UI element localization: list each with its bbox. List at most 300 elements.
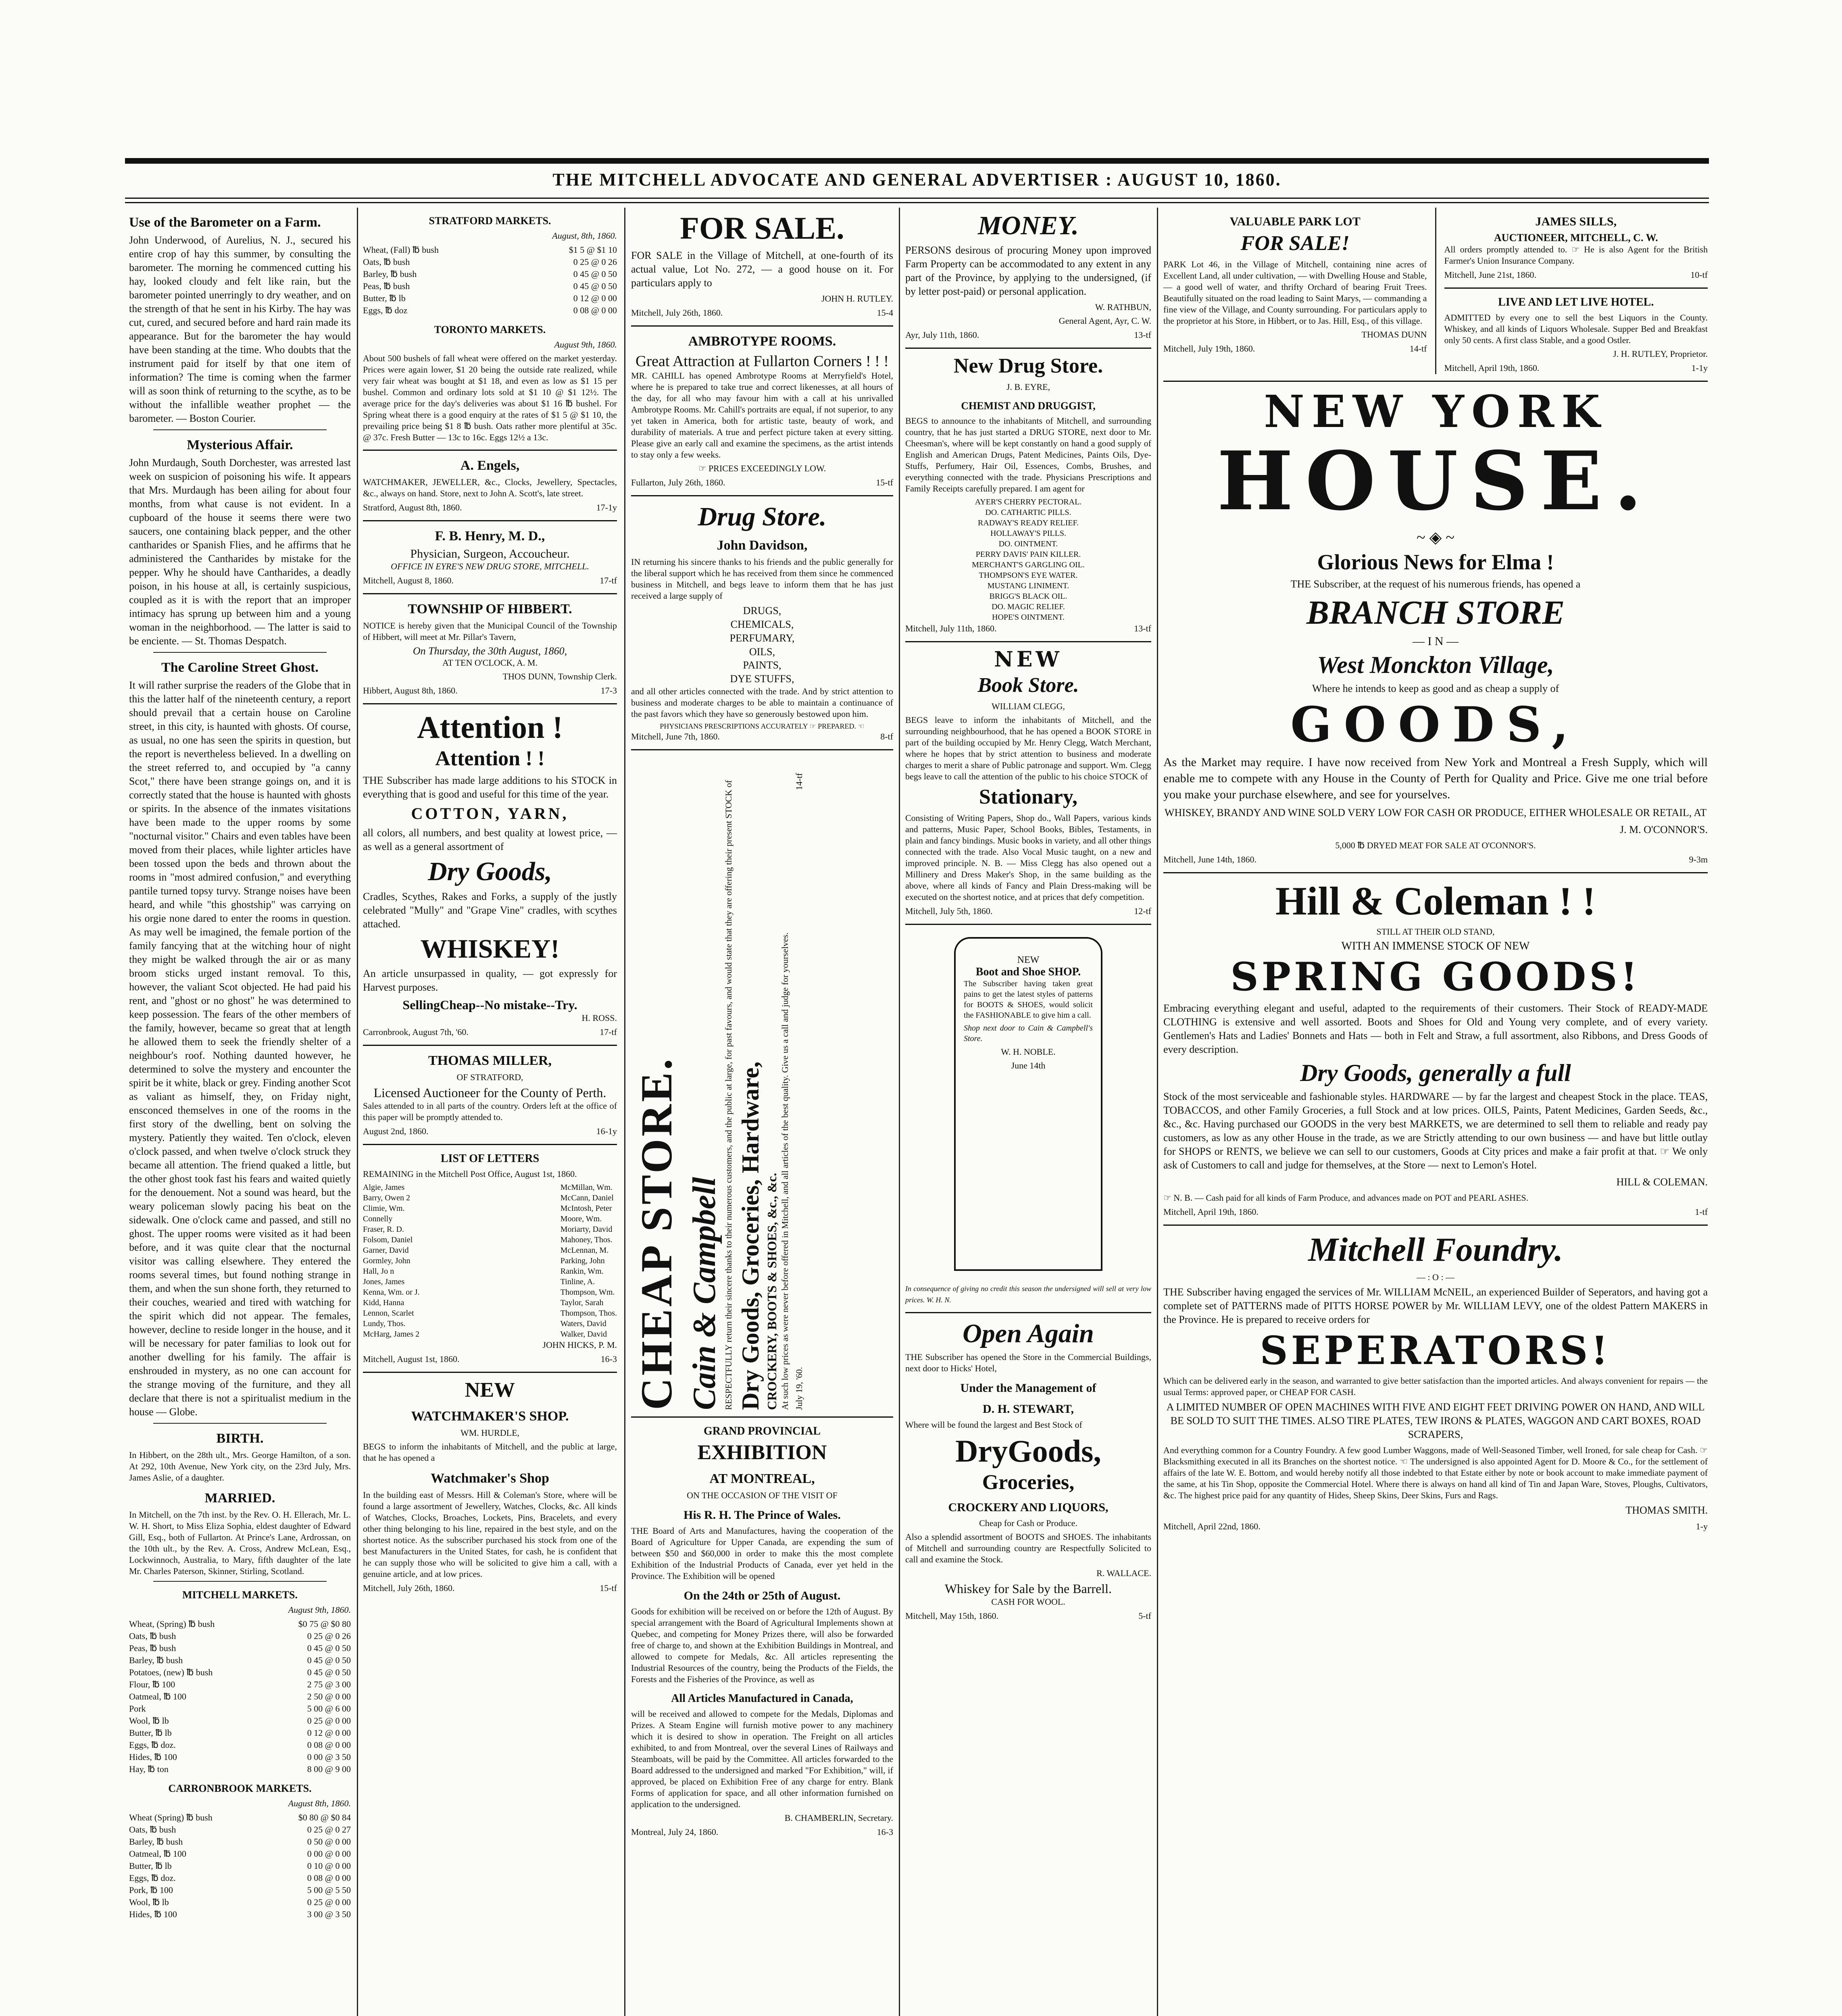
market-item: Eggs, ℔ doz. — [129, 1873, 176, 1883]
ad-body: THE Subscriber, at the request of his numerous friends, has opened a — [1290, 578, 1581, 590]
divider — [905, 1312, 1151, 1313]
market-price: 8 00 @ 9 00 — [307, 1764, 351, 1774]
ad-body: and all other articles connected with the trade. And by strict attention to business and moderate charges to be able to maintain a continuance of the past favors which they have so generously bestowed upon him. — [631, 686, 893, 719]
letter-recipient: Folsom, Daniel — [363, 1235, 413, 1245]
letter-recipient: Waters, David — [560, 1319, 606, 1329]
market-row — [363, 244, 617, 256]
ad-body: Consisting of Writing Papers, Shop do., Wall Papers, various kinds and patterns, Music Paper, School Books, Bibles, Testaments, in plain and fancy bindings. Music books in variety, and all other things connected with the trade. Also Vocal Music taught, on a new and improved principle. N. B. — Miss Clegg has also opened out a Millinery and Dress Maker's Shop, in the same building as the above, where all kinds of Fancy and Plain Dress-making will be executed on the shortest notice, and at prices that defy competition. — [905, 812, 1151, 902]
ad-item: Dry Goods, generally a full — [1300, 1060, 1571, 1087]
market-row — [129, 1884, 351, 1896]
market-price: $1 5 @ $1 10 — [569, 245, 617, 255]
ad-slogan: SellingCheap--No mistake--Try. — [402, 998, 577, 1012]
ad-headline: SEPERATORS! — [1260, 1328, 1611, 1374]
letter-recipient: McMillan, Wm. — [560, 1183, 613, 1192]
ad-body: RESPECTFULLY return their sincere thanks to their numerous customers, and the public at large, for past favours, and would state that they are offering their present STOCK of — [723, 780, 733, 1410]
ad-title: AT MONTREAL, — [709, 1471, 815, 1486]
market-price: 2 50 @ 0 00 — [307, 1691, 351, 1702]
ad-name: THOMAS MILLER, — [428, 1053, 552, 1068]
ad-title: On the 24th or 25th of August. — [683, 1589, 841, 1602]
ad-note: ☞ PRICES EXCEEDINGLY LOW. — [698, 463, 826, 473]
ad-footer — [363, 1582, 617, 1594]
ad-headline: NEW — [1017, 954, 1040, 965]
ad-date: Mitchell, July 11th, 1860. — [905, 623, 997, 633]
ad-name: A. Engels, — [460, 458, 520, 473]
ad-date: Mitchell, July 19th, 1860. — [1163, 343, 1255, 354]
ad-headline: Book Store. — [977, 674, 1079, 697]
ad-body: FOR SALE in the Village of Mitchell, at one-fourth of its actual value, Lot No. 272, — a good house on it. For particulars apply to — [631, 249, 893, 289]
notice-body: NOTICE is hereby given that the Municipal Council of the Township of Hibbert, will meet at Mr. Pillar's Tavern, — [363, 621, 617, 642]
ad-body: all colors, all numbers, and best quality at lowest price, — as well as a general assortment of — [363, 827, 617, 853]
market-row — [129, 1751, 351, 1763]
market-item: Oatmeal, ℔ 100 — [129, 1691, 187, 1702]
ad-date: July 19, '60. — [794, 1367, 804, 1410]
market-date: August 8th, 1860. — [288, 1798, 351, 1808]
ad-sign: H. ROSS. — [581, 1013, 617, 1023]
ad-headline: FOR SALE! — [1240, 232, 1350, 255]
divider — [153, 1423, 327, 1424]
ad-title: Licensed Auctioneer for the County of Perth. — [373, 1085, 606, 1100]
column-1 — [125, 208, 355, 2016]
article-body: John Murdaugh, South Dorchester, was arrested last week on suspicion of poisoning his wife. It appears that Mrs. Murdaugh has been ailing for about four months, from what cause is not evident. In a cupboard of the house it seems there were two saucers, one containing black pepper, and the other cantharides or Spanish Flies, and he affirms that he administered the Cantharides by mistake for the pepper. Why he should have Cantharides, a deadly poison, in his house at all, is certainly suspicious, coupled as it is with the report that an improper intimacy has sprung up between him and a young woman in the neighborhood. — The latter is said to be enciente. — St. Thomas Despatch. — [129, 457, 351, 647]
ad-code: 8-tf — [880, 731, 893, 741]
masthead-top-rule — [125, 158, 1709, 164]
list-item: MERCHANT'S GARGLING OIL. — [972, 560, 1085, 569]
ad-title: VALUABLE PARK LOT — [1229, 215, 1361, 228]
divider — [1163, 381, 1708, 382]
market-row — [129, 1860, 351, 1872]
market-row — [129, 1666, 351, 1679]
ad-date: Mitchell, July 26th, 1860. — [631, 307, 723, 318]
market-row — [129, 1642, 351, 1654]
notice-sign: THOS DUNN, Township Clerk. — [502, 671, 617, 681]
ad-code: 12-tf — [1134, 906, 1151, 916]
ad-code: 15-tf — [876, 477, 893, 487]
ad-headline: Attention ! — [417, 710, 563, 745]
ad-code: 17-1y — [596, 502, 617, 512]
ad-footer — [905, 329, 1151, 341]
letter-recipient: Garner, David — [363, 1246, 409, 1255]
market-price: 0 08 @ 0 00 — [307, 1873, 351, 1883]
ad-code: 14-tf — [1409, 343, 1427, 354]
ad-footer — [1444, 362, 1708, 374]
market-price: 0 50 @ 0 00 — [307, 1837, 351, 1847]
ad-headline: EXHIBITION — [697, 1441, 827, 1464]
divider — [631, 1416, 893, 1418]
ad-sign: W. H. NOBLE. — [1001, 1046, 1056, 1057]
masthead: THE MITCHELL ADVOCATE AND GENERAL ADVERTISER : AUGUST 10, 1860. — [552, 170, 1281, 190]
ad-title: AMBROTYPE ROOMS. — [688, 333, 836, 349]
ad-code: 17-tf — [600, 1027, 617, 1037]
ad-subtitle: STILL AT THEIR OLD STAND, — [1376, 927, 1495, 937]
list-item: MUSTANG LINIMENT. — [987, 581, 1069, 590]
ad-body: As the Market may require. I have now received from New York and Montreal a Fresh Supply, which will enable me to compete with any House in the County of Perth for Quality and Price. Give me one trial before you make your purchase elsewhere, and see for yourselves. — [1163, 756, 1708, 802]
market-date: August 9th, 1860. — [554, 339, 617, 350]
ad-body: At such low prices as were never before offered in Mitchell, and all articles of the best quality. Give us a call and judge for yourselves. — [780, 932, 790, 1410]
ad-date: Mitchell, July 26th, 1860. — [363, 1583, 455, 1593]
market-row — [129, 1679, 351, 1691]
ad-headline: Mitchell Foundry. — [1308, 1231, 1563, 1269]
list-item: HOPE'S OINTMENT. — [992, 612, 1065, 622]
masthead-bottom-rule — [125, 198, 1709, 203]
market-item: Wheat, (Fall) ℔ bush — [363, 245, 439, 255]
ad-footer — [631, 731, 893, 743]
ad-item: Dry Goods, — [428, 857, 552, 887]
divider — [905, 641, 1151, 642]
letter-recipient: McHarg, James 2 — [363, 1330, 420, 1339]
ad-body: Where will be found the largest and Best Stock of — [905, 1419, 1082, 1430]
notice-time: AT TEN O'CLOCK, A. M. — [442, 658, 538, 668]
market-price: 0 45 @ 0 50 — [573, 269, 617, 279]
ad-code: 1-y — [1696, 1521, 1708, 1532]
market-item: Barley, ℔ bush — [363, 269, 417, 279]
ad-subtitle: OF STRATFORD, — [456, 1072, 523, 1083]
ad-body: THE Subscriber having engaged the services of Mr. WILLIAM McNEIL, an experienced Builder of Seperators, and having got a complete set of PATTERNS made of PITTS HORSE POWER by Mr. WILLIAM LEVY, one of the oldest Pattern MAKERS in the Province. He is prepared to receive orders for — [1163, 1286, 1708, 1326]
letter-recipient: Thompson, Thos. — [560, 1309, 617, 1318]
ad-code: 17-3 — [600, 685, 617, 696]
ad-body: All orders promptly attended to. ☞ He is also Agent for the British Farmer's Union Insurance Company. — [1444, 244, 1708, 266]
ad-headline: Attention ! ! — [435, 747, 545, 770]
ad-title: WATCHMAKER'S SHOP. — [411, 1408, 569, 1424]
market-row — [129, 1908, 351, 1920]
market-item: Pork, ℔ 100 — [129, 1885, 173, 1895]
market-row — [129, 1691, 351, 1703]
ad-note: 5,000 ℔ DRYED MEAT FOR SALE AT O'CONNOR'S. — [1335, 840, 1536, 851]
column-3 — [627, 208, 897, 2016]
ad-footer — [631, 477, 893, 489]
ad-code: 1-1y — [1691, 363, 1708, 373]
market-price: 5 00 @ 6 00 — [307, 1704, 351, 1714]
ad-date: Mitchell, August 8, 1860. — [363, 575, 454, 585]
divider — [363, 520, 617, 521]
divider — [153, 652, 327, 653]
letter-recipient: Walker, David — [560, 1330, 607, 1339]
column-divider — [899, 208, 900, 2016]
ad-date: Fullarton, July 26th, 1860. — [631, 477, 725, 487]
market-row — [129, 1872, 351, 1884]
ad-date: Hibbert, August 8th, 1860. — [363, 685, 458, 696]
ad-title: Watchmaker's Shop — [431, 1470, 549, 1486]
divider — [363, 1144, 617, 1145]
market-item: Peas, ℔ bush — [363, 281, 410, 291]
notice-title: LIST OF LETTERS — [440, 1152, 540, 1165]
divider — [1163, 872, 1708, 873]
market-item: Pork — [129, 1704, 146, 1714]
ad-name: D. H. STEWART, — [983, 1402, 1074, 1416]
ad-sign: General Agent, Ayr, C. W. — [1059, 316, 1151, 326]
ad-item: CROCKERY AND LIQUORS, — [948, 1501, 1109, 1514]
market-item: Barley, ℔ bush — [129, 1837, 183, 1847]
ad-name: WM. HURDLE, — [460, 1427, 520, 1438]
ad-subtitle: WITH AN IMMENSE STOCK OF NEW — [1341, 940, 1530, 953]
ad-footer — [363, 575, 617, 587]
ad-subtitle: Great Attraction at Fullarton Corners ! ! ! — [636, 352, 889, 370]
ad-date: Stratford, August 8th, 1860. — [363, 502, 462, 512]
ad-date: Mitchell, May 15th, 1860. — [905, 1611, 998, 1621]
divider — [631, 495, 893, 496]
market-item: Butter, ℔ lb — [129, 1728, 172, 1738]
ad-code: 13-tf — [1134, 623, 1151, 633]
market-table — [129, 1618, 351, 1775]
ad-headline: GOODS, — [1290, 696, 1581, 754]
market-row — [129, 1824, 351, 1836]
market-price: 0 00 @ 3 50 — [307, 1752, 351, 1762]
market-item: Eggs, ℔ doz — [363, 305, 408, 315]
ad-name: F. B. Henry, M. D., — [435, 529, 545, 544]
ad-sign: J. H. RUTLEY, Proprietor. — [1613, 349, 1708, 359]
ad-note: ☞ N. B. — Cash paid for all kinds of Farm Produce, and advances made on POT and PEARL ASHES. — [1163, 1193, 1529, 1203]
ad-body: And everything common for a Country Foundry. A few good Lumber Waggons, made of Well-Seasoned Timber, well Ironed, for sale cheap for Cash. ☞ Blacksmithing executed in all its Branches on the shortest notice. ☜ The undersigned is also appointed Agent for D. Moore & Co., for the settlement of affairs of the late W. E. Bottom, and would hereby notify all those indebted to that Estate either by note or book account to make immediate payment of the same, at his Tin Shop, opposite the Commercial Hotel. Where there is always on hand all kind of Tin and Japan Ware, Stoves, Ploughs, Cultivators, &c. The highest price paid for any quantity of Hides, Sheep Skins, Deer Skins, Furs and Rags. — [1163, 1445, 1708, 1501]
ad-separator: — : O : — — [1416, 1272, 1455, 1283]
ad-date: Mitchell, June 7th, 1860. — [631, 731, 720, 741]
ad-footer — [631, 1826, 893, 1838]
ad-title: AUCTIONEER, MITCHELL, C. W. — [1494, 232, 1658, 244]
market-row — [129, 1654, 351, 1666]
letter-recipient: Lundy, Thos. — [363, 1319, 406, 1329]
ad-footer — [363, 502, 617, 514]
market-price: 2 75 @ 3 00 — [307, 1679, 351, 1689]
ad-date: Mitchell, April 22nd, 1860. — [1163, 1521, 1261, 1532]
ad-footer — [793, 773, 805, 1410]
list-item: PERFUMARY, — [729, 632, 795, 644]
sills-hotel-ads — [1444, 208, 1708, 374]
divider — [631, 749, 893, 750]
ad-body: IN returning his sincere thanks to his friends and the public generally for the liberal support which he has received from them since he commenced business in Mitchell, and begs leave to inform them that he has just received a large supply of — [631, 557, 893, 601]
ad-item: Stationary, — [979, 785, 1078, 809]
divider — [153, 1581, 327, 1582]
ad-office: OFFICE IN EYRE'S NEW DRUG STORE, MITCHELL. — [391, 561, 589, 571]
ad-body: will be received and allowed to compete for the Medals, Diplomas and Prizes. A Steam Engine will furnish motive power to any machinery which it is desired to show in operation. The Freight on all articles exhibited, to and from Montreal, over the several Lines of Railways and Steamboats, will be paid by the Committee. All articles forwarded to the Board addressed to the undersigned and marked "For Exhibition," will, if approved, be placed on Exhibition Free of any charge for entry. Blank Forms of application for space, and all other information furnished on application to the undersigned. — [631, 1708, 893, 1809]
divider — [363, 593, 617, 594]
list-item: OILS, — [749, 646, 775, 658]
ad-footer — [1163, 343, 1427, 355]
ad-footer — [1163, 1206, 1708, 1218]
ad-date: Mitchell, June 14th, 1860. — [1163, 854, 1256, 865]
letter-recipient: Hall, Jo n — [363, 1267, 394, 1276]
letters-list — [363, 1182, 617, 1339]
ad-code: 15-tf — [600, 1583, 617, 1593]
ad-date: Mitchell, April 19th, 1860. — [1163, 1207, 1259, 1217]
ad-code: 14-tf — [794, 773, 804, 790]
divider — [905, 348, 1151, 349]
market-item: Barley, ℔ bush — [129, 1655, 183, 1665]
notice-body: REMAINING in the Mitchell Post Office, August 1st, 1860. — [363, 1169, 577, 1179]
ad-footer — [905, 623, 1151, 635]
market-row — [129, 1836, 351, 1848]
letter-recipient: Kidd, Hanna — [363, 1298, 404, 1308]
ad-body: Shop next door to Cain & Campbell's Store. — [964, 1023, 1093, 1043]
market-row — [129, 1812, 351, 1824]
market-row — [129, 1896, 351, 1908]
letter-recipient: Lennon, Scarlet — [363, 1309, 414, 1318]
letter-recipient: Moriarty, David — [560, 1225, 613, 1234]
ad-sign: JOHN H. RUTLEY. — [821, 293, 893, 304]
market-row — [129, 1739, 351, 1751]
market-price: 0 08 @ 0 00 — [307, 1740, 351, 1750]
divider — [363, 450, 617, 451]
market-price: 0 12 @ 0 00 — [307, 1728, 351, 1738]
divider — [631, 325, 893, 327]
market-title: TORONTO MARKETS. — [434, 324, 546, 335]
ad-name: John Davidson, — [717, 538, 808, 553]
ad-item: Dry Goods, Groceries, Hardware, — [737, 1061, 764, 1410]
ad-code: 9-3m — [1689, 854, 1708, 865]
ad-item: DryGoods, — [955, 1433, 1101, 1468]
market-row — [129, 1630, 351, 1642]
ad-footer — [363, 685, 617, 697]
letter-recipient: Connelly — [363, 1214, 393, 1224]
ad-title: All Articles Manufactured in Canada, — [671, 1692, 853, 1705]
market-item: Peas, ℔ bush — [129, 1643, 176, 1653]
ad-name: WILLIAM CLEGG, — [991, 701, 1065, 712]
ad-headline: Hill & Coleman ! ! — [1275, 879, 1596, 924]
ad-headline: New Drug Store. — [953, 354, 1103, 378]
list-item: DO. CATHARTIC PILLS. — [985, 508, 1071, 517]
letter-recipient: Fraser, R. D. — [363, 1225, 404, 1234]
ad-body: THE Subscriber has made large additions to his STOCK in everything that is good and useful for this time of the year. — [363, 775, 617, 800]
column-4 — [901, 208, 1155, 2016]
ad-item: COTTON, YARN, — [411, 804, 569, 823]
ad-code: 16-3 — [600, 1354, 617, 1364]
ad-headline: MONEY. — [978, 211, 1079, 240]
list-item: PAINTS, — [743, 659, 781, 671]
ad-body: BEGS to announce to the inhabitants of Mitchell, and surrounding country, that he has just started a DRUG STORE, next door to Mr. Cheesman's, where will be kept constantly on hand a good supply of English and American Drugs, Patent Medicines, Paints Oils, Dye-Stuffs, Perfumery, Hair Oil, Essences, Combs, Brushes, and everything connected with the trade. Physicians Prescriptions and Family Receipts carefully prepared. I am agent for — [905, 415, 1151, 494]
ad-footer — [905, 905, 1151, 917]
ad-body: WHISKEY, BRANDY AND WINE SOLD VERY LOW FOR CASH OR PRODUCE, EITHER WHOLESALE OR RETAIL, AT — [1164, 807, 1707, 819]
ad-body: Sales attended to in all parts of the country. Orders left at the office of this paper will be promptly attended to. — [363, 1101, 617, 1123]
market-price: 0 45 @ 0 50 — [307, 1667, 351, 1677]
ad-item: WHISKEY! — [420, 934, 560, 964]
ad-code: 17-tf — [600, 575, 617, 585]
ad-body: The Subscriber having taken great pains to get the latest styles of patterns for BOOTS & SHOES, would solicit the FASHIONABLE to give him a call. — [964, 979, 1093, 1020]
market-row — [129, 1848, 351, 1860]
ad-headline: Open Again — [963, 1318, 1094, 1348]
market-row — [363, 256, 617, 268]
ad-sign: J. M. O'CONNOR'S. — [1619, 824, 1708, 836]
market-item: Wheat (Spring) ℔ bush — [129, 1812, 213, 1822]
ad-headline: CHEAP STORE. — [632, 1056, 681, 1410]
ad-footer — [1163, 854, 1708, 866]
market-row — [129, 1703, 351, 1715]
notice-sign: JOHN HICKS, P. M. — [542, 1340, 617, 1350]
rotated-ad — [631, 757, 805, 1410]
ad-subtitle: ON THE OCCASION OF THE VISIT OF — [687, 1490, 838, 1500]
ad-body: An article unsurpassed in quality, — got expressly for Harvest purposes. — [363, 968, 617, 993]
market-price: 0 25 @ 0 27 — [307, 1824, 351, 1835]
article-title: The Caroline Street Ghost. — [161, 660, 319, 675]
market-price: 0 12 @ 0 00 — [573, 293, 617, 303]
market-item: Oatmeal, ℔ 100 — [129, 1849, 187, 1859]
market-price: 0 08 @ 0 00 — [573, 305, 617, 315]
notice-title: TOWNSHIP OF HIBBERT. — [408, 602, 572, 616]
ad-item: CROCKERY, BOOTS & SHOES, &c., &c. — [765, 1173, 779, 1410]
divider — [1444, 287, 1708, 289]
ad-code: 13-tf — [1134, 330, 1151, 340]
ad-title: Boot and Shoe SHOP. — [975, 965, 1081, 978]
letter-recipient: Parking, John — [560, 1256, 605, 1266]
park-lot-ad — [1163, 208, 1427, 374]
ad-date: Carronbrook, August 7th, '60. — [363, 1027, 469, 1037]
market-item: Hay, ℔ ton — [129, 1764, 169, 1774]
ad-body: In the building east of Messrs. Hill & Coleman's Store, where will be found a large assortment of Jewellery, Watches, Clocks, &c. All kinds of Watches, Clocks, Broaches, Lockets, Pins, Bracelets, and every other thing belonging to his line, repaired in the best style, and on the shortest notice. As the subscriber purchased his stock from one of the best Manufacturers in the United States, for cash, he is confident that he can supply those who will be solicited to give him a call, with a genuine article, and at low prices. — [363, 1489, 617, 1579]
market-price: 5 00 @ 5 50 — [307, 1885, 351, 1895]
market-price: 0 25 @ 0 00 — [307, 1897, 351, 1907]
market-price: 0 45 @ 0 50 — [307, 1643, 351, 1653]
column-divider — [624, 208, 625, 2016]
ad-headline: Drug Store. — [698, 502, 827, 531]
ad-note: Cheap for Cash or Produce. — [979, 1518, 1077, 1529]
letter-recipient: Kenna, Wm. or J. — [363, 1288, 420, 1297]
market-title: MITCHELL MARKETS. — [182, 1589, 298, 1601]
ad-body: BEGS leave to inform the inhabitants of Mitchell, and the surrounding neighbourhood, that he has opened a BOOK STORE in part of the building occupied by Mr. Henry Clegg, Watch Merchant, where he hopes that by strict attention to business and moderate charges to merit a share of Public patronage and support. Wm. Clegg begs leave to call the attention of the public to his choice STOCK of — [905, 715, 1151, 782]
market-price: 0 00 @ 0 00 — [307, 1849, 351, 1859]
list-item: DO. MAGIC RELIEF. — [992, 602, 1065, 611]
ad-title: GRAND PROVINCIAL — [703, 1425, 821, 1437]
letter-recipient: Moore, Wm. — [560, 1214, 602, 1224]
ad-title: His R. H. The Prince of Wales. — [683, 1508, 841, 1522]
market-row — [129, 1763, 351, 1775]
market-price: 0 25 @ 0 26 — [573, 257, 617, 267]
market-row — [363, 268, 617, 280]
ad-sign: THOMAS SMITH. — [1625, 1504, 1708, 1516]
market-date: August, 8th, 1860. — [552, 231, 617, 241]
market-row — [129, 1727, 351, 1739]
ad-title: CHEMIST AND DRUGGIST, — [961, 400, 1096, 412]
ad-headline: BRANCH STORE — [1306, 594, 1565, 632]
ad-sign: R. WALLACE. — [1096, 1568, 1151, 1579]
market-item: Butter, ℔ lb — [129, 1861, 172, 1871]
column-divider — [357, 208, 358, 2016]
ad-body: PARK Lot 46, in the Village of Mitchell, containing nine acres of Excellent Land, all under cultivation, — with Dwelling House and Stable, — a good well of water, and thrifty Orchard of bearing Fruit Trees. Beautifully situated on the road leading to Saint Marys, — commanding a fine view of the Village, and County surrounding. For particulars apply to the proprietor at his Store, in Hibbert, or to Jas. Hill, Esq., of this village. — [1163, 259, 1427, 326]
ad-footer — [631, 307, 893, 319]
article-title: Use of the Barometer on a Farm. — [129, 215, 321, 230]
ad-item-list — [631, 604, 893, 686]
ad-sidenote: In consequence of giving no credit this season the undersigned will sell at very low prices. W. H. N. — [905, 1284, 1151, 1304]
ad-headline: SPRING GOODS! — [1230, 954, 1641, 1000]
ad-headline: NEW — [994, 647, 1063, 672]
notice-body: In Hibbert, on the 28th ult., Mrs. George Hamilton, of a son. At 292, 10th Avenue, New York city, on the 23rd July, Mrs. James Aslie, of a daughter. — [129, 1450, 351, 1483]
ad-body: Goods for exhibition will be received on or before the 12th of August. By special arrangement with the Board of Agricultural Implements shown at Quebec, and competing for Money Prizes there, will also be forwarded free of charge to, and shown at the Exhibition Buildings in Montreal, and allowed to compete for Medals, &c. All articles representing the Industrial Resources of the country, being the Products of the Fields, the Forests and the Fisheries of the Province, as well as — [631, 1606, 893, 1684]
divider — [153, 429, 327, 430]
ad-item: Whiskey for Sale by the Barrell. — [944, 1581, 1112, 1596]
rotated-layout — [631, 757, 682, 1410]
market-date: August 9th, 1860. — [288, 1605, 351, 1615]
ad-footer — [363, 1026, 617, 1038]
column-divider — [1435, 208, 1436, 374]
column-divider — [1157, 208, 1158, 2016]
ad-body: A LIMITED NUMBER OF OPEN MACHINES WITH FIVE AND EIGHT FEET DRIVING POWER ON HAND, AND WILL BE SOLD TO SUIT THE TIMES. ALSO TIRE PLATES, TEW IRONS & PLATES, WAGGON AND CART BOXES, ROAD SCRAPERS, — [1166, 1401, 1705, 1441]
market-item: Wool, ℔ lb — [129, 1716, 169, 1726]
ad-connector: — I N — — [1412, 635, 1459, 648]
top-ads-row — [1163, 208, 1708, 374]
letter-recipient: McLennan, M. — [560, 1246, 609, 1255]
ad-footer — [1444, 269, 1708, 281]
ad-body: WATCHMAKER, JEWELLER, &c., Clocks, Jewellery, Spectacles, &c., always on hand. Store, next to John A. Scott's, late street. — [363, 477, 617, 498]
ad-sign: HILL & COLEMAN. — [1616, 1176, 1708, 1188]
ad-body: Embracing everything elegant and useful, adapted to the requirements of their customers. Their Stock of READY-MADE CLOTHING is extensive and well assorted. Boots and Shoes for Old and Young very complete, and of every variety. Gentlemen's Hats and Ladies' Bonnets and Hats — both in Felt and Straw, a full assortment, also Ribbons, and Dress Goods of every description. — [1163, 1002, 1708, 1056]
ad-date: Mitchell, August 1st, 1860. — [363, 1354, 460, 1364]
market-item: Butter, ℔ lb — [363, 293, 406, 303]
letter-recipient: Algie, James — [363, 1183, 405, 1192]
market-item: Wool, ℔ lb — [129, 1897, 169, 1907]
ad-headline: NEW YORK — [1264, 385, 1607, 437]
ad-body: Which can be delivered early in the season, and warranted to give better satisfaction than the imported articles. And always convenient for repairs — the usual Terms: approved paper, or CHEAP FOR CASH. — [1163, 1376, 1708, 1397]
ad-headline: FOR SALE. — [680, 210, 844, 246]
market-price: 0 45 @ 0 50 — [573, 281, 617, 291]
market-item: Oats, ℔ bush — [129, 1631, 176, 1641]
ad-date: June 14th — [1011, 1060, 1046, 1070]
letter-recipient: Gormley, John — [363, 1256, 410, 1266]
ad-sign: W. RATHBUN, — [1095, 302, 1151, 312]
